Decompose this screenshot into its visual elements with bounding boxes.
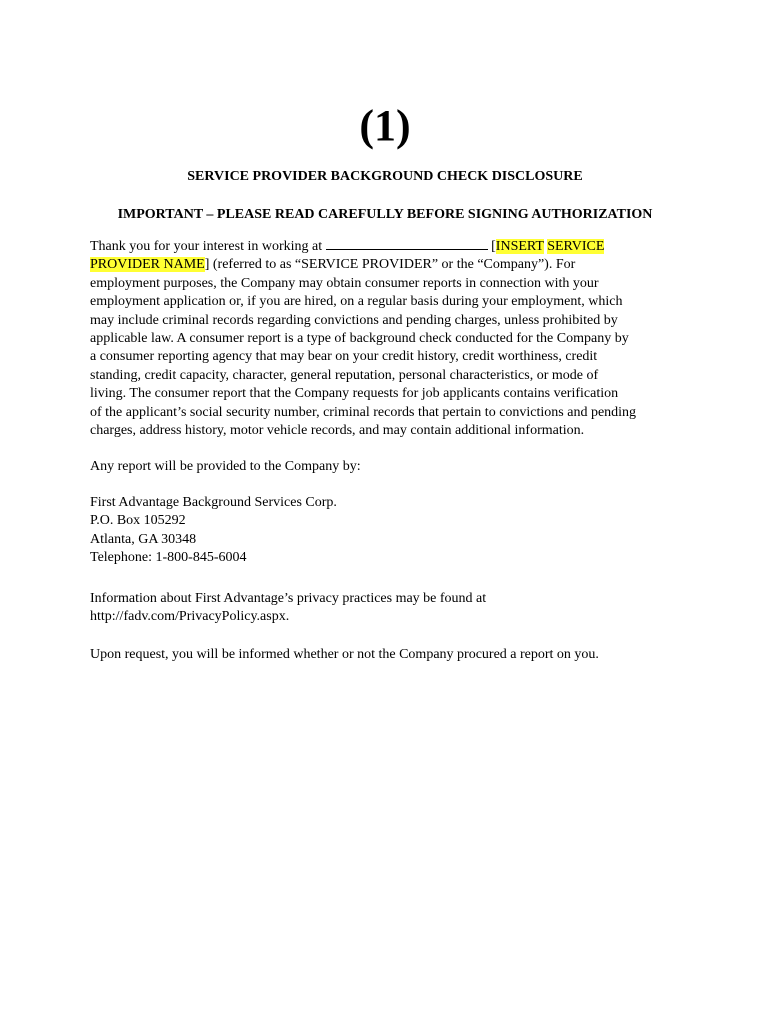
address-city: Atlanta, GA 30348: [90, 531, 197, 547]
intro-line: applicable law. A consumer report is a type of background check conducted for the Company by: [90, 331, 629, 347]
intro-after-placeholder: ] (referred to as “SERVICE PROVIDER” or the “Company”). For: [204, 257, 576, 273]
provided-by-paragraph: Any report will be provided to the Company by:: [90, 459, 361, 474]
intro-first-line: [90, 237, 690, 256]
privacy-url: http://fadv.com/PrivacyPolicy.aspx.: [90, 609, 290, 625]
intro-second-line: [90, 256, 690, 274]
intro-line: employment purposes, the Company may obtain consumer reports in connection with your: [90, 275, 599, 291]
privacy-line-1: Information about First Advantage’s privacy practices may be found at: [90, 591, 487, 606]
intro-line: standing, credit capacity, character, general reputation, personal characteristics, or mode of: [90, 367, 599, 383]
section-number: (1): [359, 101, 411, 150]
request-note-paragraph: Upon request, you will be informed whether or not the Company procured a report on you.: [90, 647, 599, 662]
intro-line: charges, address history, motor vehicle records, and may contain additional information.: [90, 423, 585, 439]
intro-line: of the applicant’s social security number, criminal records that pertain to convictions and pending: [90, 404, 637, 420]
intro-line: employment application or, if you are hired, on a regular basis during your employment, which: [90, 294, 623, 310]
intro-lead-text: Thank you for your interest in working at: [90, 239, 323, 254]
intro-line: may include criminal records regarding convictions and pending charges, unless prohibited by: [90, 312, 618, 328]
address-po-box: P.O. Box 105292: [90, 513, 186, 529]
placeholder-provider-name: PROVIDER NAME: [90, 257, 205, 273]
bracket-open: [: [491, 239, 496, 254]
privacy-paragraph: [90, 590, 690, 627]
placeholder-service: SERVICE: [547, 239, 605, 254]
address-company: First Advantage Background Services Corp.: [90, 495, 337, 510]
document-title: SERVICE PROVIDER BACKGROUND CHECK DISCLOSURE: [187, 169, 583, 184]
intro-line: a consumer reporting agency that may bear on your credit history, credit worthiness, credit: [90, 349, 598, 365]
address-telephone: Telephone: 1-800-845-6004: [90, 550, 247, 566]
document-subtitle: IMPORTANT – PLEASE READ CAREFULLY BEFORE SIGNING AUTHORIZATION: [117, 207, 653, 222]
intro-line: living. The consumer report that the Company requests for job applicants contains verification: [90, 386, 619, 402]
blank-name-line: [326, 237, 488, 250]
intro-paragraph: [90, 237, 690, 440]
address-block: [90, 494, 690, 568]
placeholder-insert: INSERT: [495, 239, 544, 254]
